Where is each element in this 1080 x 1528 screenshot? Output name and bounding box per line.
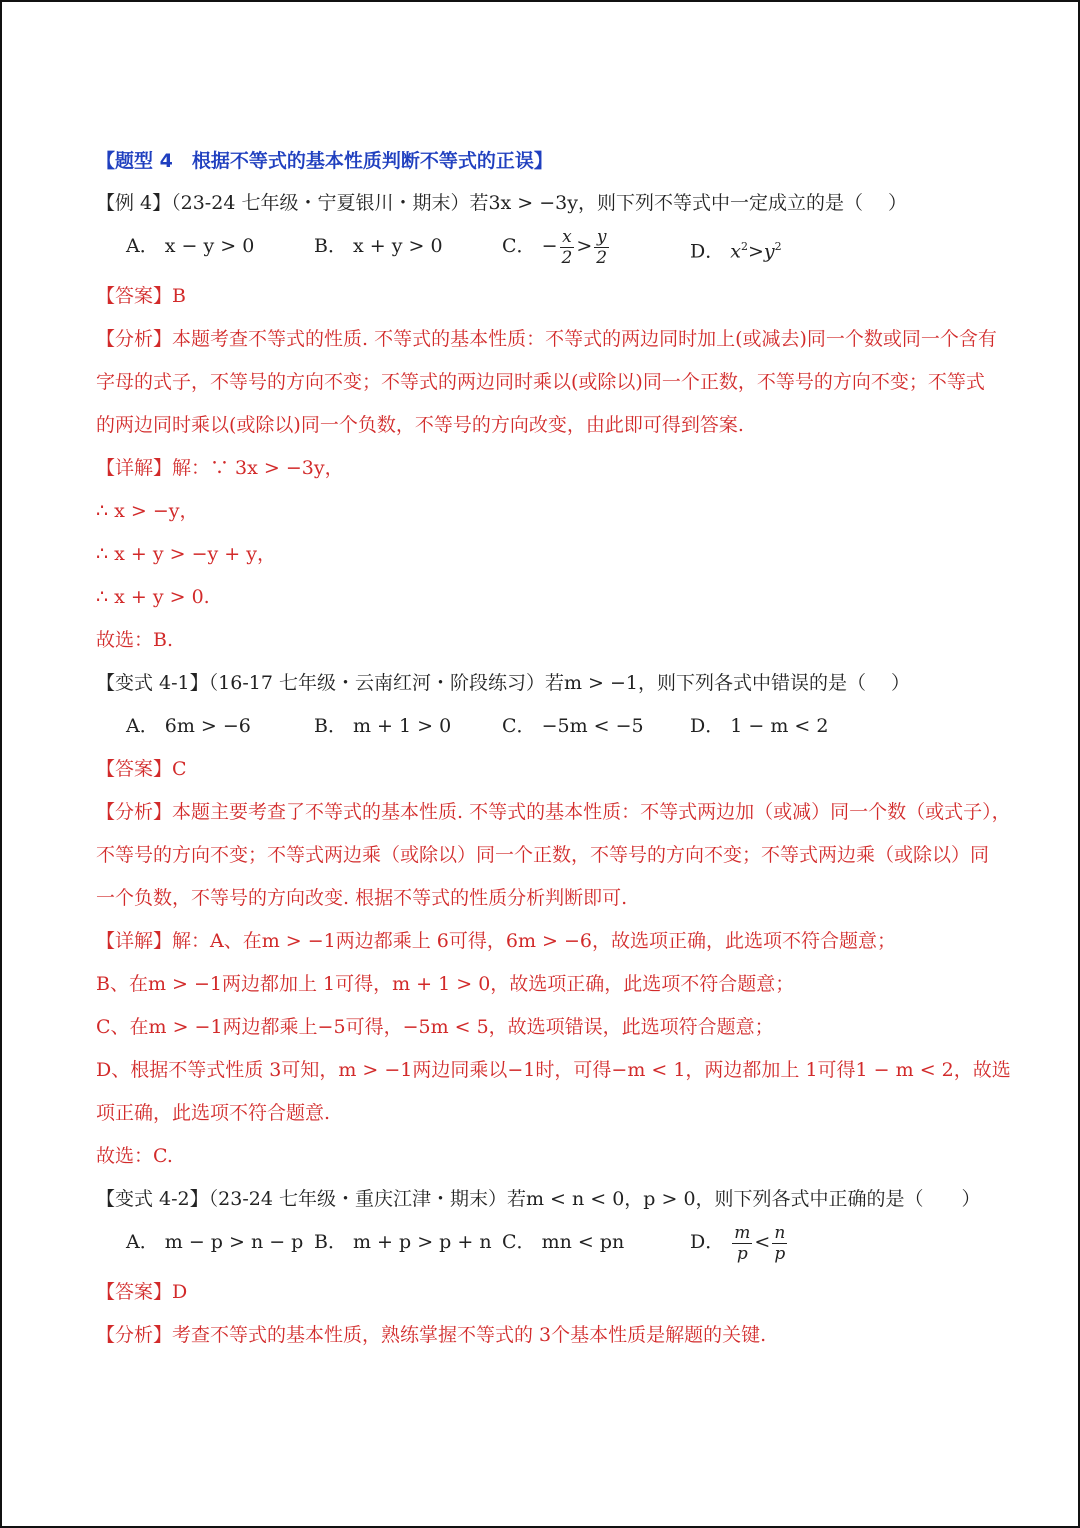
option-c xyxy=(502,225,611,268)
option-d xyxy=(690,1221,789,1264)
analysis-line: 字母的式子，不等号的方向不变；不等式的两边同时乘以(或除以)同一个正数，不等号的方向不变；不等式 xyxy=(96,371,985,393)
section-heading: 【题型 4 根据不等式的基本性质判断不等式的正误】 xyxy=(96,150,553,172)
denominator: 2 xyxy=(596,247,608,268)
denominator: p xyxy=(774,1243,786,1264)
comparison-sign: < xyxy=(754,1231,771,1253)
example-4-options xyxy=(96,225,1016,275)
detail-line: 【详解】解：∵ 3x > −3y， xyxy=(96,457,344,479)
numerator: n xyxy=(774,1222,786,1243)
base: x xyxy=(730,240,741,263)
numerator: x xyxy=(560,227,575,248)
analysis-line: 【分析】考查不等式的基本性质，熟练掌握不等式的 3个基本性质是解题的关键. xyxy=(96,1324,767,1346)
option-a: A． x − y > 0 xyxy=(126,235,255,257)
choice-line: 故选：C. xyxy=(96,1145,173,1167)
exponent: 2 xyxy=(741,240,748,253)
option-c-minus: − xyxy=(541,235,558,257)
document-body xyxy=(96,140,1016,1357)
analysis-line: 一个负数，不等号的方向改变. 根据不等式的性质分析判断即可. xyxy=(96,887,628,909)
fraction xyxy=(594,227,609,268)
choice-line: 故选：B. xyxy=(96,629,174,651)
analysis-line: 不等号的方向不变；不等式两边乘（或除以）同一个正数，不等号的方向不变；不等式两边乘（或除以）同 xyxy=(96,844,990,866)
fraction xyxy=(732,1223,752,1264)
detail-line: ∴ x > −y， xyxy=(96,500,199,522)
analysis-line: 【分析】本题主要考查了不等式的基本性质. 不等式的基本性质：不等式两边加（或减）同一个数（或式子）， xyxy=(96,801,1011,823)
option-c-label: C． xyxy=(502,235,536,257)
answer: 【答案】B xyxy=(96,285,186,307)
analysis-line: 【分析】本题考查不等式的性质. 不等式的基本性质：不等式的两边同时加上(或减去)同一个数或同一个含有 xyxy=(96,328,997,350)
exponent: 2 xyxy=(774,240,782,253)
detail-line: B、在m > −1两边都加上 1可得，m + 1 > 0，故选项正确，此选项不符合题意； xyxy=(96,973,795,995)
numerator: y xyxy=(594,227,609,248)
option-a: A． m − p > n − p xyxy=(126,1231,304,1253)
variant-4-1-question: 【变式 4-1】（16-17 七年级・云南红河・阶段练习）若m > −1，则下列各式中错误的是（ ） xyxy=(96,672,911,694)
denominator: 2 xyxy=(561,247,573,268)
detail-line: ∴ x + y > 0. xyxy=(96,586,210,608)
detail-line: 【详解】解：A、在m > −1两边都乘上 6可得，6m > −6，故选项正确，此选项不符合题意； xyxy=(96,930,896,952)
variant-4-1-options xyxy=(96,705,1016,748)
option-d: D． 1 − m < 2 xyxy=(690,715,829,737)
option-b: B． m + p > p + n xyxy=(314,1231,492,1253)
detail-line: ∴ x + y > −y + y， xyxy=(96,543,276,565)
option-d-label: D． xyxy=(690,240,725,263)
detail-line: C、在m > −1两边都乘上−5可得，−5m < 5，故选项错误，此选项符合题意； xyxy=(96,1016,774,1038)
fraction xyxy=(772,1223,787,1264)
answer: 【答案】C xyxy=(96,758,187,780)
option-d-label: D． xyxy=(690,1231,725,1253)
variant-4-2-options xyxy=(96,1221,1016,1271)
option-a: A． 6m > −6 xyxy=(126,715,251,737)
option-d xyxy=(690,225,782,273)
example-4-question: 【例 4】（23-24 七年级・宁夏银川・期末）若3x > −3y，则下列不等式中一定成立的是（ ） xyxy=(96,192,908,214)
option-c: C． −5m < −5 xyxy=(502,715,644,737)
analysis-line: 的两边同时乘以(或除以)同一个负数，不等号的方向改变，由此即可得到答案. xyxy=(96,414,744,436)
option-c: C． mn < pn xyxy=(502,1231,625,1253)
option-b: B． x + y > 0 xyxy=(314,235,443,257)
variant-4-2-question: 【变式 4-2】（23-24 七年级・重庆江津・期末）若m < n < 0，p > 0，则下列各式中正确的是（ ） xyxy=(96,1188,981,1210)
option-b: B． m + 1 > 0 xyxy=(314,715,452,737)
detail-line: 项正确，此选项不符合题意. xyxy=(96,1102,331,1124)
answer: 【答案】D xyxy=(96,1281,188,1303)
detail-line: D、根据不等式性质 3可知，m > −1两边同乘以−1时，可得−m < 1，两边都加上 1可得1 − m < 2，故选 xyxy=(96,1059,1011,1081)
base: y xyxy=(763,240,775,263)
comparison-sign: > xyxy=(748,240,764,263)
fraction xyxy=(560,227,575,268)
denominator: p xyxy=(736,1243,748,1264)
numerator: m xyxy=(734,1222,751,1243)
comparison-sign: > xyxy=(576,235,593,257)
